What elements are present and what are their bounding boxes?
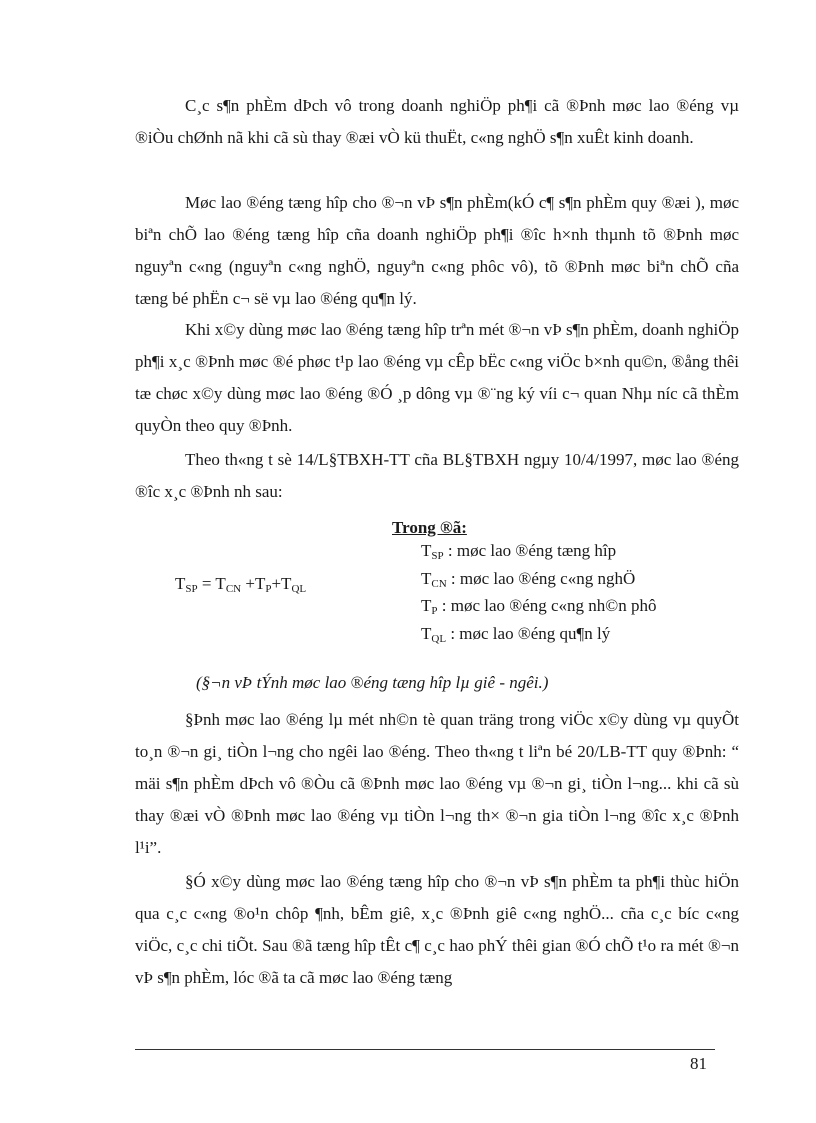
paragraph-3: Khi x©y dùng møc lao ®éng tæng hîp trªn mét ®¬n vÞ s¶n phÈm, doanh nghiÖp ph¶i x¸c ®Þnh møc ®é phøc t¹p lao ®éng vµ cÊp bËc c«ng viÖc b×nh qu©n, ®ång thêi tæ chøc x©y dùng møc lao ®éng ®Ó ¸p dông vµ ®¨ng ký víi c¬ quan Nhµ níc cã thÈm quyÒn theo quy ®Þnh. (135, 320, 739, 435)
formula-legend-title: Trong ®ã: (392, 518, 467, 537)
paragraph-2: Møc lao ®éng tæng hîp cho ®¬n vÞ s¶n phÈm(kÓ c¶ s¶n phÈm quy ®æi ), møc biªn chÕ lao ®éng tæng hîp cña doanh nghiÖp ph¶i ®îc h×nh thµnh tõ ®Þnh møc nguyªn c«ng (nguyªn c«ng nghÖ, nguyªn c«ng phôc vô), tõ ®Þnh møc biªn chÕ cña tæng bé phËn c¬ së vµ lao ®éng qu¶n lý. (135, 193, 739, 308)
paragraph-1: C¸c s¶n phÈm dÞch vô trong doanh nghiÖp ph¶i cã ®Þnh møc lao ®éng vµ ®iÒu chØnh nã khi cã sù thay ®æi vÒ kü thuËt, c«ng nghÖ s¶n xuÊt kinh doanh. (135, 96, 739, 147)
definition-row: $T_P$ : møc lao ®éng c«ng nh©n phô (421, 596, 657, 617)
definition-row: $T_{SP}$ : møc lao ®éng tæng hîp (421, 541, 617, 562)
formula-unit-caption: (§¬n vÞ tÝnh møc lao ®éng tæng hîp lµ giê - ngêi.) (196, 673, 549, 692)
definition-row: $T_{QL}$ : møc lao ®éng qu¶n lý (421, 623, 611, 645)
definition-row: $T_{CN}$ : møc lao ®éng c«ng nghÖ (421, 568, 636, 590)
page-number: 81 (690, 1054, 707, 1073)
formula-definitions (421, 540, 656, 650)
paragraph-6: §Ó x©y dùng møc lao ®éng tæng hîp cho ®¬n vÞ s¶n phÈm ta ph¶i thùc hiÖn qua c¸c c«ng ®o¹n chôp ¶nh, bÊm giê, x¸c ®Þnh giê c«ng nghÖ... cña c¸c bíc c«ng viÖc, c¸c chi tiÕt. Sau ®ã tæng hîp tÊt c¶ c¸c hao phÝ thêi gian ®Ó chÕ t¹o ra mét ®¬n vÞ s¶n phÈm, lóc ®ã ta cã møc lao ®éng tæng (135, 872, 739, 987)
paragraph-4: Theo th«ng t sè 14/L§TBXH-TT cña BL§TBXH ngµy 10/4/1997, møc lao ®éng ®îc x¸c ®Þnh nh sau: (135, 450, 739, 501)
main-formula: $T_{SP} = T_{CN} +T_P+T_{QL}$ (175, 574, 307, 595)
paragraph-5: §Þnh møc lao ®éng lµ mét nh©n tè quan träng trong viÖc x©y dùng vµ quyÕt to¸n ®¬n gi¸ tiÒn l¬ng cho ngêi lao ®éng. Theo th«ng t liªn bé 20/LB-TT quy ®Þnh: “ mäi s¶n phÈm dÞch vô ®Òu cã ®Þnh møc lao ®éng vµ ®¬n gi¸ tiÒn l¬ng... khi cã sù thay ®æi vÒ ®Þnh møc lao ®éng vµ tiÒn l¬ng th× ®¬n gia tiÒn l¬ng ®îc x¸c ®Þnh l¹i”. (135, 710, 739, 857)
footer-divider (135, 1049, 715, 1050)
formula-block (0, 518, 816, 645)
